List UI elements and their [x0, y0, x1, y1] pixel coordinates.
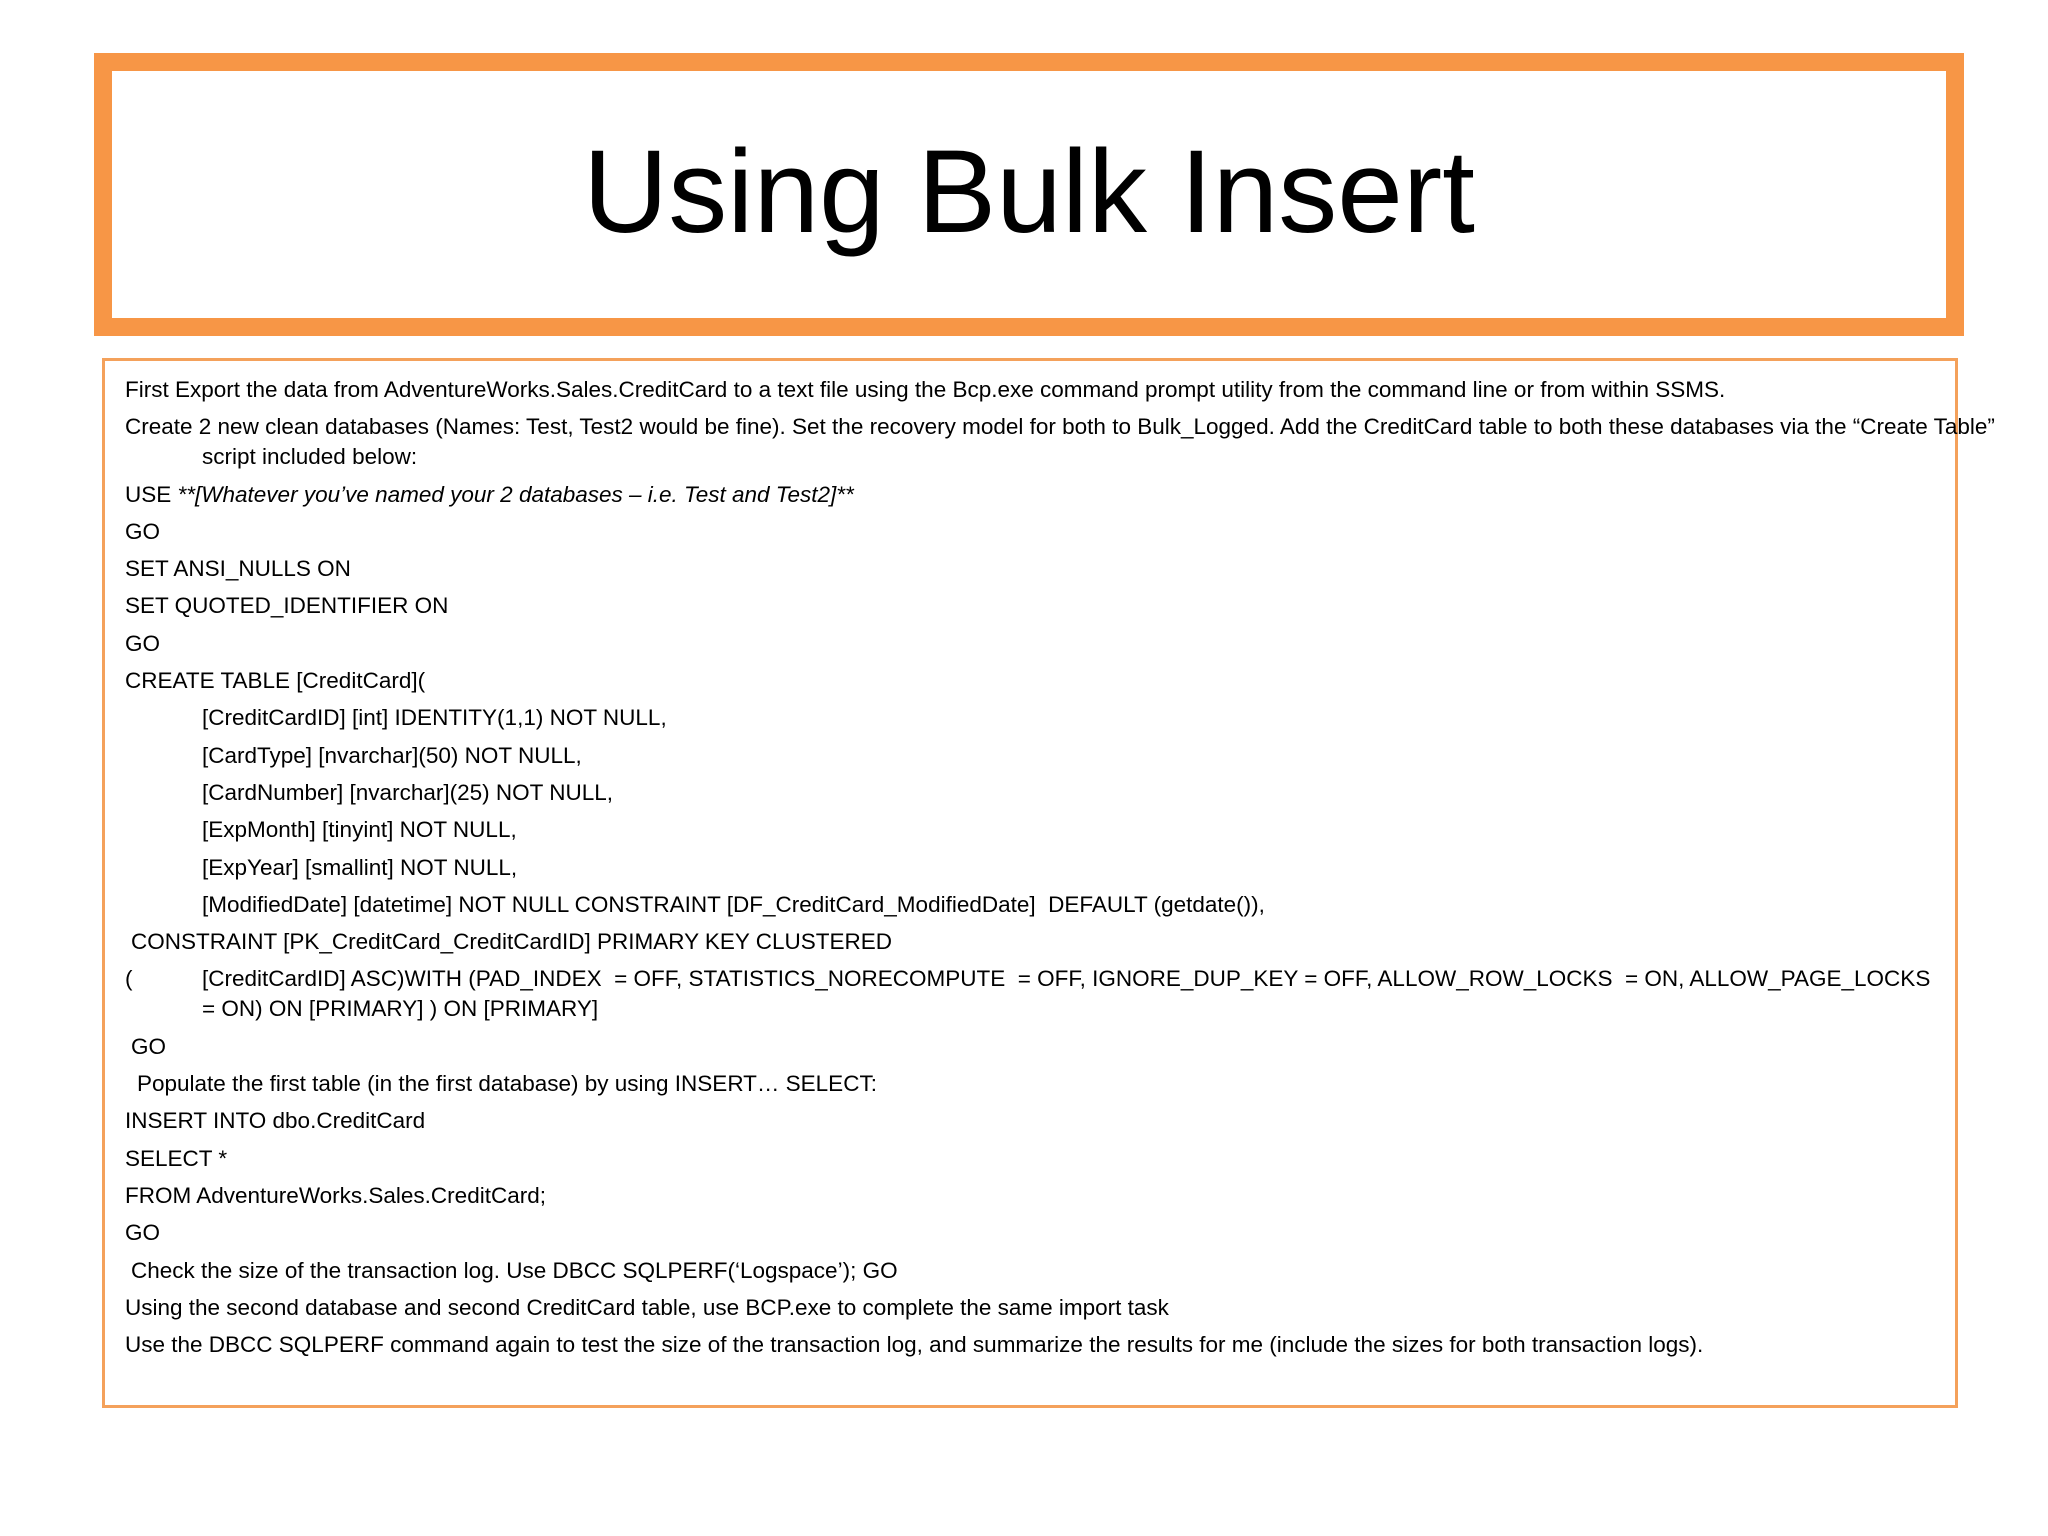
slide-title: Using Bulk Insert: [583, 125, 1475, 258]
text-line: Check the size of the transaction log. Use DBCC SQLPERF(‘Logspace’); GO: [131, 1257, 898, 1283]
title-frame: [94, 53, 1964, 336]
text-line: First Export the data from AdventureWorks.Sales.CreditCard to a text file using the Bcp.exe command prompt utility from the command line or from within SSMS.: [125, 377, 1726, 402]
code-line: GO: [125, 1220, 161, 1246]
open-paren: (: [125, 966, 133, 992]
content-box: [102, 358, 2002, 1408]
code-line: SET QUOTED_IDENTIFIER ON: [125, 593, 449, 619]
code-line: [CardNumber] [nvarchar](25) NOT NULL,: [202, 779, 613, 805]
database-placeholder: **[Whatever you’ve named your 2 databases – i.e. Test and Test2]**: [177, 481, 854, 507]
text-line: Using the second database and second CreditCard table, use BCP.exe to complete the same import task: [125, 1294, 1169, 1320]
code-line: [ExpYear] [smallint] NOT NULL,: [202, 854, 518, 880]
code-line: [ModifiedDate] [datetime] NOT NULL CONSTRAINT [DF_CreditCard_ModifiedDate] DEFAULT (getdate()),: [202, 891, 1265, 917]
code-line: [CreditCardID] [int] IDENTITY(1,1) NOT NULL,: [202, 705, 667, 731]
index-options: [CreditCardID] ASC)WITH (PAD_INDEX = OFF, STATISTICS_NORECOMPUTE = OFF, IGNORE_DUP_KEY = OFF, ALLOW_ROW_LOCKS = ON, ALLOW_PAGE_LOCKS = ON) ON [PRIMARY] ) ON [PRIMARY]: [202, 966, 1943, 1022]
code-line: CREATE TABLE [CreditCard](: [125, 668, 426, 694]
code-line: [CardType] [nvarchar](50) NOT NULL,: [202, 742, 582, 768]
code-line: GO: [131, 1033, 167, 1059]
code-line: FROM AdventureWorks.Sales.CreditCard;: [125, 1182, 546, 1208]
use-keyword: USE: [125, 481, 178, 507]
code-line: SELECT *: [125, 1145, 228, 1171]
text-line: Use the DBCC SQLPERF command again to test the size of the transaction log, and summarize the results for me (include the sizes for both transaction logs).: [125, 1332, 1704, 1358]
code-line: INSERT INTO dbo.CreditCard: [125, 1108, 426, 1134]
code-line: SET ANSI_NULLS ON: [125, 556, 351, 582]
code-line: [125, 964, 1943, 1024]
code-line: [ExpMonth] [tinyint] NOT NULL,: [202, 817, 517, 843]
text-line: [125, 480, 1939, 510]
text-line: Populate the first table (in the first database) by using INSERT… SELECT:: [137, 1071, 877, 1097]
text-line: Create 2 new clean databases (Names: Test, Test2 would be fine). Set the recovery model for both to Bulk_Logged. Add the CreditCard table to both these databases via the “Create Table” script included below:: [125, 414, 2002, 470]
code-line: GO: [125, 630, 161, 656]
code-line: GO: [125, 518, 161, 544]
code-line: CONSTRAINT [PK_CreditCard_CreditCardID] PRIMARY KEY CLUSTERED: [131, 929, 893, 955]
